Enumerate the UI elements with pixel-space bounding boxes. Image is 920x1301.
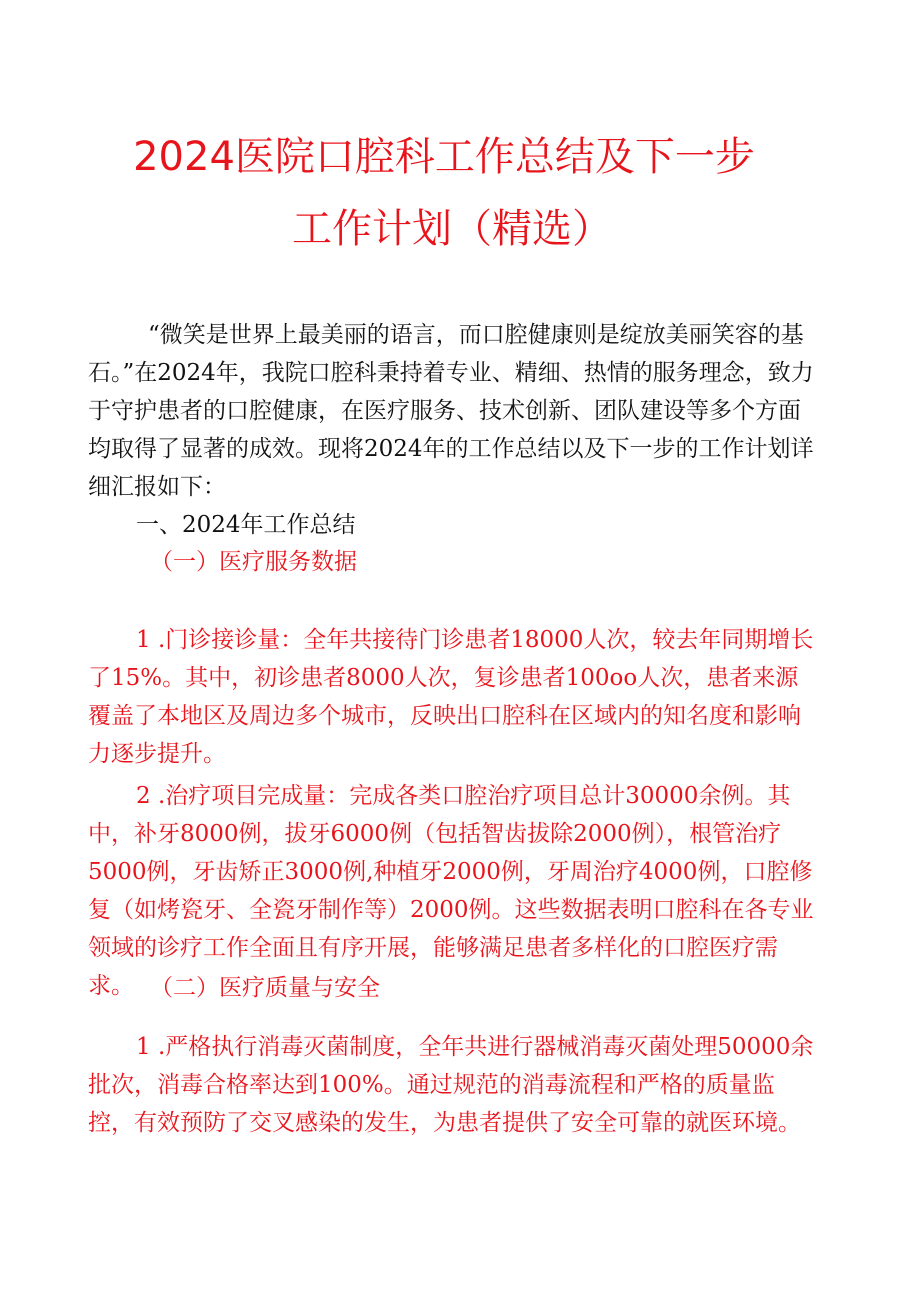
document-title <box>0 133 904 181</box>
subsection-heading-quality-safety: （二）医疗质量与安全 <box>150 975 380 1001</box>
title-line-2: 工作计划（精选） <box>292 206 612 252</box>
title-line-1: 2024医院口腔科工作总结及下一步 <box>133 134 755 180</box>
intro-paragraph: “微笑是世界上最美丽的语言，而口腔健康则是绽放美丽笑容的基石。”在2024年，我院口腔科秉持着专业、精细、热情的服务理念，致力于守护患者的口腔健康，在医疗服务、技术创新、团队建设等多个方面均取得了显著的成效。现将2024年的工作总结以及下一步的工作计划详细汇报如下： <box>88 322 814 500</box>
paragraph-disinfection: 1 .严格执行消毒灭菌制度，全年共进行器械消毒灭菌处理50000余批次，消毒合格率达到100%。通过规范的消毒流程和严格的质量监控，有效预防了交叉感染的发生，为患者提供了安全可靠的就医环境。 <box>88 1034 814 1136</box>
section-heading-summary: 一、2024年工作总结 <box>136 512 356 538</box>
paragraph-outpatient-volume: 1 .门诊接诊量：全年共接待门诊患者18000人次，较去年同期增长了15%。其中，初诊患者8000人次，复诊患者100oo人次，患者来源覆盖了本地区及周边多个城市，反映出口腔科在区域内的知名度和影响力逐步提升。 <box>88 627 814 767</box>
document-title-continued <box>0 205 912 253</box>
subsection-heading-service-data: （一）医疗服务数据 <box>150 549 357 575</box>
paragraph-treatment-volume: 2 .治疗项目完成量：完成各类口腔治疗项目总计30000余例。其中，补牙8000例，拔牙6000例（包括智齿拔除2000例），根管治疗5000例，牙齿矫正3000例,种植牙2000例，牙周治疗4000例，口腔修复（如烤瓷牙、全瓷牙制作等）2000例。这些数据表明口腔科在各专业领域的诊疗工作全面且有序开展，能够满足患者多样化的口腔医疗需求。 <box>88 783 814 999</box>
